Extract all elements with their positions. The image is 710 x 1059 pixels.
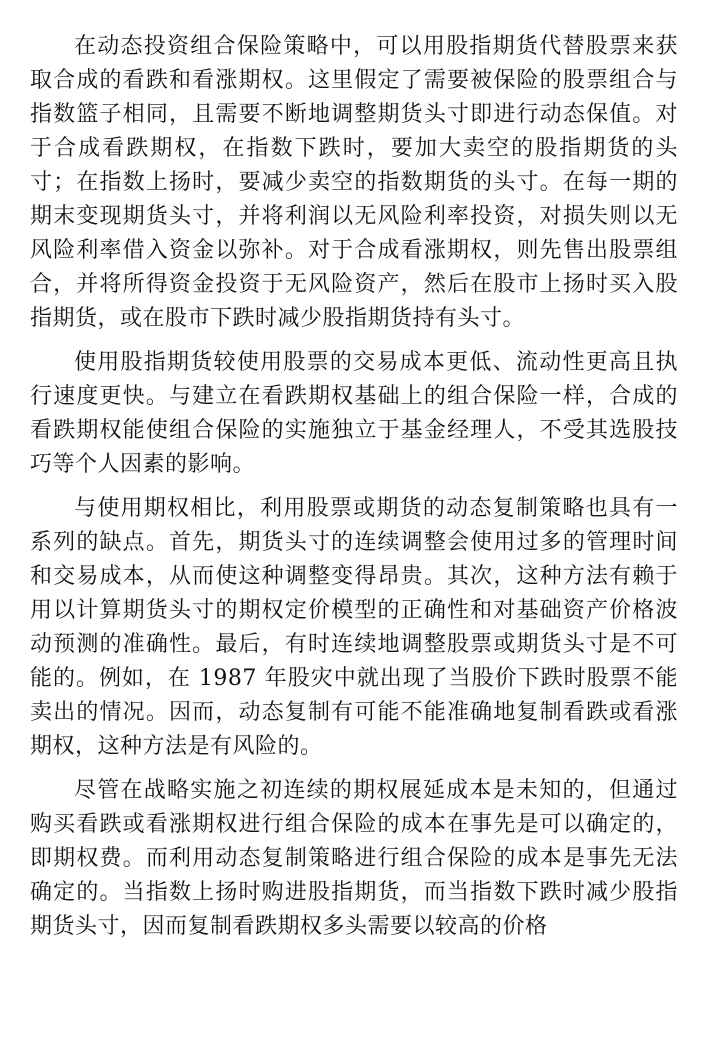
paragraph-2: 使用股指期货较使用股票的交易成本更低、流动性更高且执行速度更快。与建立在看跌期权基础上的组合保险一样，合成的看跌期权能使组合保险的实施独立于基金经理人，不受其选股技巧等个人因素的影响。 [30,350,678,477]
paragraph-4: 尽管在战略实施之初连续的期权展延成本是未知的，但通过购买看跌或看涨期权进行组合保险的成本在事先是可以确定的，即期权费。而利用动态复制策略进行组合保险的成本是事先无法确定的。当指数上扬时购进股指期货，而当指数下跌时减少股指期货头寸，因而复制看跌期权多头需要以较高的价格 [30,778,678,939]
paragraph-1: 在动态投资组合保险策略中，可以用股指期货代替股票来获取合成的看跌和看涨期权。这里假定了需要被保险的股票组合与指数篮子相同，且需要不断地调整期货头寸即进行动态保值。对于合成看跌期权，在指数下跌时，要加大卖空的股指期货的头寸；在指数上扬时，要减少卖空的指数期货的头寸。在每一期的期末变现期货头寸，并将利润以无风险利率投资，对损失则以无风险利率借入资金以弥补。对于合成看涨期权，则先售出股票组合，并将所得资金投资于无风险资产，然后在股市上扬时买入股指期货，或在股市下跌时减少股指期货持有头寸。 [30,34,678,331]
paragraph-3: 与使用期权相比，利用股票或期货的动态复制策略也具有一系列的缺点。首先，期货头寸的连续调整会使用过多的管理时间和交易成本，从而使这种调整变得昂贵。其次，这种方法有赖于用以计算期货头寸的期权定价模型的正确性和对基础资产价格波动预测的准确性。最后，有时连续地调整股票或期货头寸是不可能的。例如，在 1987 年股灾中就出现了当股价下跌时股票不能卖出的情况。因而，动态复制有可能不能准确地复制看跌或看涨期权，这种方法是有风险的。 [30,496,678,759]
document-page [30,30,678,1048]
